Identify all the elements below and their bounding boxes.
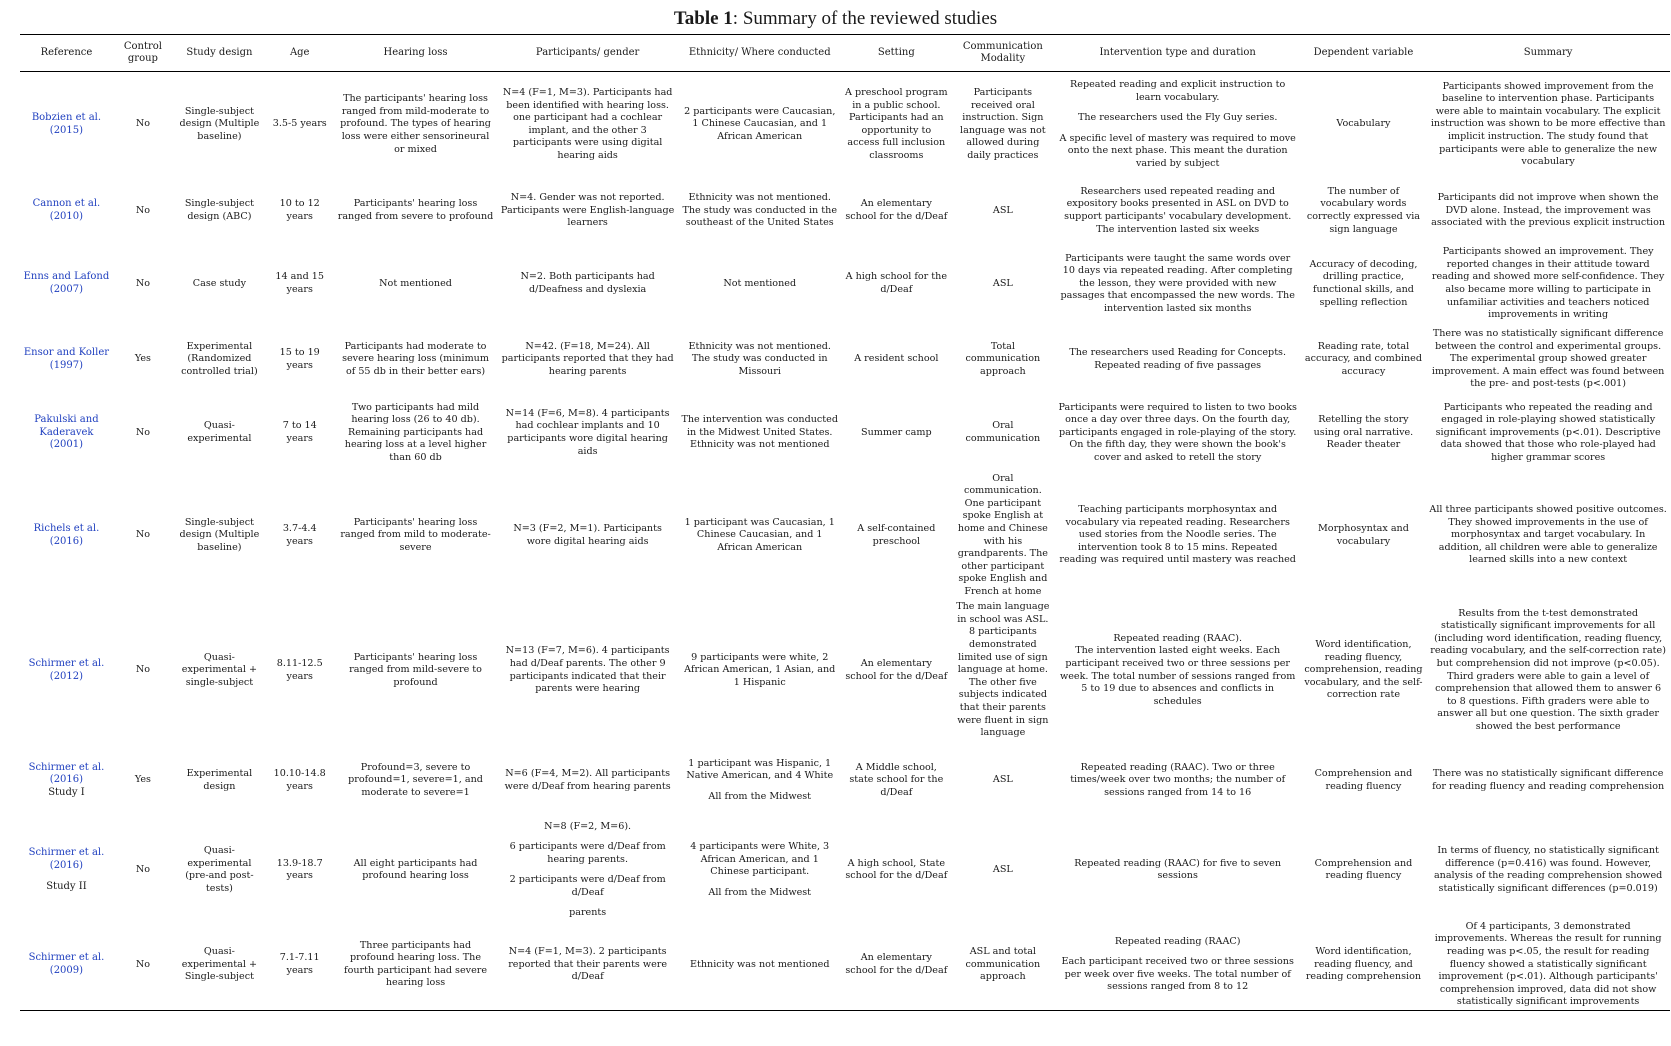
- intervention-text: Repeated reading and explicit instruction to learn vocabulary.: [1070, 78, 1286, 103]
- dependent-cell: Reading rate, total accuracy, and combined accuracy: [1304, 340, 1422, 377]
- hearing-cell: Not mentioned: [379, 277, 452, 289]
- intervention-cell: Repeated reading (RAAC) for five to seven sessions: [1074, 857, 1282, 882]
- ethnicity-cell: Ethnicity was not mentioned. The study was conducted in Missouri: [688, 340, 831, 377]
- participants-cell: N=2. Both participants had d/Deafness and dyslexia: [520, 271, 655, 295]
- participants-cell: N=4 (F=1, M=3). Participants had been identified with hearing loss. one participant had a cochlear implant, and the other 3 participants were using digital hearing aids: [502, 86, 673, 161]
- participants-cell: N=13 (F=7, M=6). 4 participants had d/Deaf parents. The other 9 participants indicated that their parents were hearing: [505, 645, 670, 695]
- control-cell: No: [135, 277, 150, 289]
- ethnicity-cell: [678, 821, 842, 921]
- design-cell: Quasi-experimental: [187, 420, 252, 444]
- col-participants: Participants/ gender: [497, 35, 677, 72]
- summary-cell: Participants showed an improvement. They reported changes in their attitude toward reading and showed more self-confidence. They also became more willing to participate in unfamiliar activities and teachers noticed improvements in writing: [1431, 246, 1665, 321]
- table-row: [20, 72, 1670, 178]
- hearing-cell: The participants' hearing loss ranged from mild-moderate to profound. The types of hearing loss were either sensorineural or mixed: [340, 93, 491, 155]
- ethnicity-cell: Ethnicity was not mentioned: [678, 920, 842, 1010]
- communication-cell: Oral communication. One participant spoke English at home and Chinese with his grandparents. The other participant spoke English and French at home: [957, 472, 1048, 597]
- participants-cell: N=3 (F=2, M=1). Participants wore digital hearing aids: [513, 522, 662, 547]
- ethnicity-text: All from the Midwest: [708, 790, 812, 802]
- ethnicity-cell: 9 participants were white, 2 African American, 1 Asian, and 1 Hispanic: [684, 651, 836, 688]
- summary-cell: There was no statistically significant difference for reading fluency and reading comprehension: [1432, 767, 1665, 792]
- intervention-cell: The researchers used Reading for Concepts. Repeated reading of five passages: [1069, 346, 1287, 371]
- col-design: Study design: [173, 35, 266, 72]
- dependent-cell: Comprehension and reading fluency: [1314, 767, 1413, 792]
- age-cell: 13.9-18.7 years: [276, 857, 323, 882]
- col-age: Age: [266, 35, 334, 72]
- col-control: Control group: [113, 35, 173, 72]
- control-cell: No: [135, 204, 150, 216]
- col-summary: Summary: [1426, 35, 1670, 72]
- setting-cell: An elementary school for the d/Deaf: [842, 920, 951, 1010]
- summary-cell: Participants showed improvement from the baseline to intervention phase. Participants were able to maintain vocabulary. The explicit instruction was shown to be more effective than implicit instruction. The study found that participants were able to generalize the new vocabulary: [1430, 80, 1666, 168]
- reference-link[interactable]: Schirmer et al. (2012): [28, 657, 105, 682]
- dependent-cell: Word identification, reading fluency, and reading comprehension: [1301, 920, 1427, 1010]
- design-cell: Experimental design: [186, 767, 253, 792]
- design-cell: Experimental (Randomized controlled trial): [181, 340, 258, 377]
- setting-cell: A high school for the d/Deaf: [845, 271, 948, 295]
- hearing-cell: Two participants had mild hearing loss (26 to 40 db). Remaining participants had hearing loss at a level higher than 60 db: [344, 401, 487, 463]
- hearing-cell: Profound=3, severe to profound=1, severe=1, and moderate to severe=1: [348, 761, 483, 798]
- reference-link[interactable]: Cannon et al. (2010): [32, 198, 101, 222]
- setting-cell: A high school, State school for the d/Deaf: [845, 857, 948, 882]
- col-intervention: Intervention type and duration: [1055, 35, 1301, 72]
- summary-cell: [1426, 601, 1670, 741]
- dependent-cell: Accuracy of decoding, drilling practice, functional skills, and spelling reflection: [1309, 258, 1418, 308]
- setting-cell: An elementary school for the d/Deaf: [845, 198, 948, 222]
- participants-cell: N=14 (F=6, M=8). 4 participants had cochlear implants and 10 participants wore digital hearing aids: [505, 407, 670, 457]
- participants-cell: N=4 (F=1, M=3). 2 participants reported that their parents were d/Deaf: [497, 920, 677, 1010]
- communication-cell: Total communication approach: [965, 340, 1041, 377]
- study-label: Study I: [48, 786, 85, 798]
- communication-cell: ASL and total communication approach: [951, 920, 1055, 1010]
- age-cell: 3.5-5 years: [272, 118, 327, 130]
- participants-text: 2 participants were d/Deaf from d/Deaf: [509, 874, 666, 898]
- table-row: [20, 920, 1670, 1010]
- design-cell: Quasi-experimental + Single-subject: [173, 920, 266, 1010]
- intervention-cell: Repeated reading (RAAC). Two or three times/week over two months; the number of sessions ranged from 14 to 16: [1070, 761, 1286, 798]
- ethnicity-cell: 1 participant was Caucasian, 1 Chinese Caucasian, and 1 African American: [684, 516, 835, 553]
- intervention-cell: Participants were required to listen to two books once a day over three days. On the fourth day, participants engaged in role-playing of the story. On the fifth day, they were shown the book's cover and asked to retell the story: [1058, 401, 1297, 463]
- intervention-cell: [1055, 72, 1301, 178]
- intervention-cell: [1055, 601, 1301, 741]
- hearing-cell: All eight participants had profound hearing loss: [353, 857, 478, 882]
- col-communication: Communication Modality: [951, 35, 1055, 72]
- control-cell: Yes: [134, 774, 151, 786]
- reference-link[interactable]: Pakulski and Kaderavek (2001): [34, 414, 99, 451]
- hearing-cell: Participants' hearing loss ranged from mild to moderate-severe: [340, 516, 491, 553]
- ethnicity-cell: The intervention was conducted in the Midwest United States. Ethnicity was not mentioned: [681, 414, 838, 451]
- communication-cell: ASL: [992, 774, 1013, 786]
- control-cell: Yes: [134, 353, 151, 365]
- reference-link[interactable]: [20, 821, 113, 921]
- col-hearing: Hearing loss: [334, 35, 498, 72]
- design-cell: Quasi-experimental + single-subject: [181, 651, 258, 688]
- communication-cell: Oral communication: [965, 420, 1041, 444]
- intervention-cell: Researchers used repeated reading and expository books presented in ASL on DVD to support participants' vocabulary development. The intervention lasted six weeks: [1064, 185, 1292, 235]
- age-cell: 15 to 19 years: [279, 346, 320, 371]
- ethnicity-text: 4 participants were White, 3 African American, and 1 Chinese participant.: [690, 841, 830, 878]
- table-row: [20, 601, 1670, 741]
- dependent-cell: The number of vocabulary words correctly expressed via sign language: [1306, 185, 1421, 235]
- table-row: [20, 471, 1670, 601]
- table-row: [20, 324, 1670, 396]
- table-row: [20, 396, 1670, 471]
- intervention-text: The researchers used the Fly Guy series.: [1077, 112, 1278, 124]
- control-cell: No: [135, 863, 150, 875]
- dependent-cell: Word identification, reading fluency, comprehension, reading vocabulary, and the self-correction rate: [1304, 639, 1423, 701]
- study-label: Study II: [46, 880, 87, 892]
- intervention-text: Repeated reading (RAAC).: [1113, 632, 1243, 644]
- summary-text: Results from the t-test demonstrated statistically significant improvements for all (including word identification, reading fluency, reading vocabulary, and the self-correction rate) but comprehension did not improve (p<0.05).: [1430, 607, 1666, 669]
- setting-cell: An elementary school for the d/Deaf: [845, 657, 948, 682]
- col-dependent: Dependent variable: [1301, 35, 1427, 72]
- ethnicity-cell: Ethnicity was not mentioned. The study was conducted in the southeast of the United States: [682, 192, 837, 229]
- communication-cell: ASL: [992, 863, 1013, 875]
- summary-cell: Of 4 participants, 3 demonstrated improvements. Whereas the result for running reading was p<.05, the result for reading fluency showed a statistically significant improvement (p<.01). Although participants' comprehension improved, data did not show statistically significant improvements: [1426, 920, 1670, 1010]
- design-cell: Single-subject design (ABC): [184, 198, 254, 222]
- setting-cell: A Middle school, state school for the d/Deaf: [849, 761, 944, 798]
- communication-cell: The main language in school was ASL. 8 participants demonstrated limited use of sign language at home. The other five subjects indicated that their parents were fluent in sign language: [956, 601, 1050, 739]
- ethnicity-text: 1 participant was Hispanic, 1 Native American, and 4 White: [686, 757, 834, 782]
- intervention-text: The intervention lasted eight weeks. Each participant received two or three sessions per week. The total number of sessions ranged from 5 to 19 due to absences and conflicts in schedules: [1060, 645, 1296, 707]
- table-row: [20, 178, 1670, 245]
- dependent-cell: Comprehension and reading fluency: [1314, 857, 1413, 882]
- participants-cell: N=4. Gender was not reported. Participants were English-language learners: [500, 192, 675, 229]
- dependent-cell: Morphosyntax and vocabulary: [1317, 522, 1409, 547]
- table-caption: : Summary of the reviewed studies: [732, 8, 998, 29]
- ethnicity-text: All from the Midwest: [708, 886, 812, 898]
- age-cell: 8.11-12.5 years: [276, 657, 323, 682]
- participants-text: N=8 (F=2, M=6).: [544, 820, 632, 832]
- reference-link[interactable]: Ensor and Koller (1997): [23, 346, 110, 371]
- intervention-text: Each participant received two or three sessions per week over five weeks. The total number of sessions ranged from 8 to 12: [1061, 956, 1294, 993]
- studies-table: [20, 34, 1670, 1011]
- table-title: [0, 8, 1671, 30]
- setting-cell: Summer camp: [861, 426, 932, 438]
- summary-cell: Participants who repeated the reading and engaged in role-playing showed statistically significant improvements (p<.01). Descriptive data showed that those who role-played had higher grammar scores: [1435, 401, 1661, 463]
- communication-cell: ASL: [992, 277, 1013, 289]
- control-cell: No: [135, 426, 150, 438]
- reference-link[interactable]: Schirmer et al. (2009): [20, 920, 113, 1010]
- dependent-cell: Retelling the story using oral narrative. Reader theater: [1313, 414, 1414, 451]
- ethnicity-cell: 2 participants were Caucasian, 1 Chinese Caucasian, and 1 African American: [684, 105, 836, 143]
- reference-text: Schirmer et al. (2016): [28, 847, 105, 871]
- hearing-cell: Three participants had profound hearing loss. The fourth participant had severe hearing loss: [334, 920, 498, 1010]
- summary-cell: All three participants showed positive outcomes. They showed improvements in the use of morphosyntax and target vocabulary. In addition, all children were able to generalize learned skills into a new context: [1429, 504, 1667, 566]
- participants-text: 6 participants were d/Deaf from hearing parents.: [509, 841, 666, 865]
- reference-text: Schirmer et al. (2016): [28, 761, 105, 786]
- design-cell: Single-subject design (Multiple baseline): [179, 516, 260, 553]
- summary-cell: There was no statistically significant difference between the control and experimental groups. The experimental group showed greater improvement. A main effect was found between the pre- and post-tests (p<.001): [1431, 328, 1665, 390]
- participants-cell: [497, 821, 677, 921]
- design-cell: Case study: [192, 277, 247, 289]
- hearing-cell: Participants had moderate to severe hearing loss (minimum of 55 db in their better ears): [342, 340, 489, 377]
- communication-cell: ASL: [992, 204, 1013, 216]
- intervention-cell: Participants were taught the same words over 10 days via repeated reading. After completing the lesson, they were provided with new passages that encompassed the new words. The intervention lasted six months: [1060, 252, 1295, 314]
- participants-cell: N=6 (F=4, M=2). All participants were d/Deaf from hearing parents: [504, 767, 671, 792]
- control-cell: No: [135, 118, 150, 130]
- intervention-cell: [1055, 920, 1301, 1010]
- summary-cell: Participants did not improve when shown the DVD alone. Instead, the improvement was associated with the previous explicit instruction: [1431, 192, 1666, 229]
- summary-text: Third graders were able to gain a level of comprehension that allowed them to answer 6 to 8 questions. Fifth graders were able to answer all but one question. The sixth grader showed the best performance: [1435, 670, 1662, 732]
- ethnicity-cell: Not mentioned: [723, 277, 797, 289]
- setting-cell: A self-contained preschool: [857, 522, 936, 547]
- dependent-cell: Vocabulary: [1336, 118, 1391, 130]
- participants-text: parents: [569, 907, 607, 919]
- design-cell: Single-subject design (Multiple baseline): [179, 105, 260, 143]
- table-row: [20, 741, 1670, 821]
- hearing-cell: Participants' hearing loss ranged from mild-severe to profound: [349, 651, 482, 688]
- setting-cell: A resident school: [854, 353, 939, 365]
- intervention-text: A specific level of mastery was required to move onto the next phase. This meant the duration varied by subject: [1059, 132, 1296, 169]
- reference-link[interactable]: [20, 741, 113, 821]
- age-cell: 10 to 12 years: [279, 198, 320, 222]
- table-row: [20, 821, 1670, 921]
- age-cell: 3.7-4.4 years: [282, 522, 317, 547]
- control-cell: No: [135, 529, 150, 541]
- age-cell: 14 and 15 years: [275, 271, 324, 295]
- hearing-cell: Participants' hearing loss ranged from severe to profound: [337, 198, 494, 222]
- col-ethnicity: Ethnicity/ Where conducted: [678, 35, 842, 72]
- intervention-text: Repeated reading (RAAC): [1114, 935, 1241, 947]
- intervention-cell: Teaching participants morphosyntax and vocabulary via repeated reading. Researchers used stories from the Noodle series. The intervention took 8 to 15 mins. Repeated reading was required until mastery was reached: [1059, 504, 1296, 566]
- reference-link[interactable]: Richels et al. (2016): [33, 522, 100, 547]
- reference-link[interactable]: Enns and Lafond (2007): [23, 271, 110, 295]
- age-cell: 7.1-7.11 years: [266, 920, 334, 1010]
- col-reference: Reference: [20, 35, 113, 72]
- summary-cell: In terms of fluency, no statistically significant difference (p=0.416) was found. However, analysis of the reading comprehension showed statistically significant differences (p=0.019): [1433, 845, 1663, 894]
- col-setting: Setting: [842, 35, 951, 72]
- control-cell: No: [135, 664, 150, 676]
- communication-cell: Participants received oral instruction. Sign language was not allowed during daily practices: [960, 86, 1046, 161]
- setting-cell: A preschool program in a public school. Participants had an opportunity to access full inclusion classrooms: [845, 86, 948, 161]
- control-cell: No: [113, 920, 173, 1010]
- participants-cell: N=42. (F=18, M=24). All participants reported that they had hearing parents: [501, 340, 674, 377]
- design-cell: Quasi-experimental (pre-and post-tests): [185, 845, 254, 894]
- ethnicity-cell: [678, 741, 842, 821]
- reference-link[interactable]: Bobzien et al. (2015): [31, 112, 102, 136]
- age-cell: 10.10-14.8 years: [273, 767, 326, 792]
- age-cell: 7 to 14 years: [282, 420, 317, 444]
- table-number: Table 1: [673, 8, 733, 29]
- table-row: [20, 245, 1670, 324]
- header-row: [20, 35, 1670, 72]
